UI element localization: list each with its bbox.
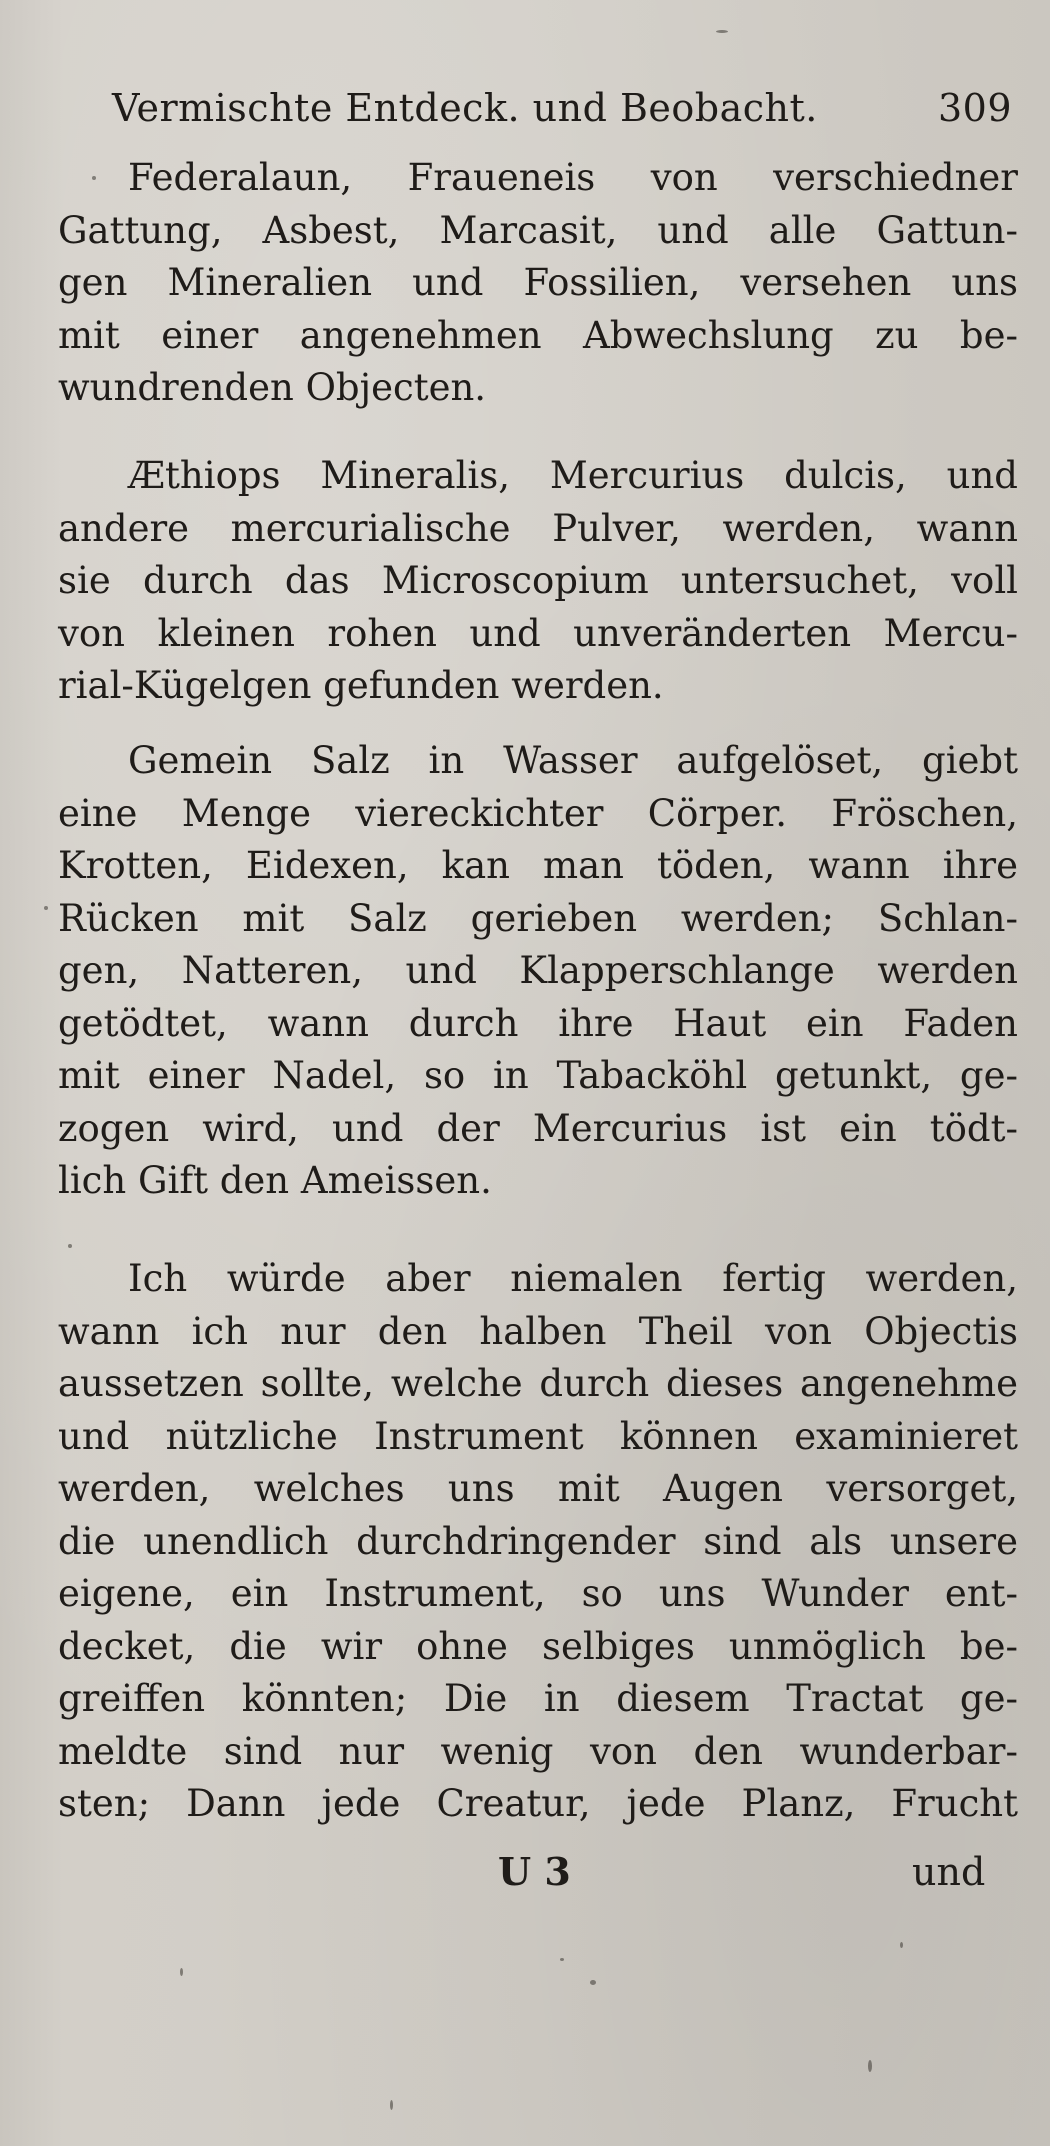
text-line: wann ich nur den halben Theil von Objectis xyxy=(58,1309,1018,1353)
text-line: greiffen könnten; Die in diesem Tractat ge- xyxy=(58,1677,1018,1720)
text-line: getödtet, wann durch ihre Haut ein Faden xyxy=(58,1001,1018,1045)
text-line: wundrenden Objecten. xyxy=(58,366,487,409)
text-line: decket, die wir ohne selbiges unmöglich be- xyxy=(58,1624,1018,1668)
text-line: Æthiops Mineralis, Mercurius dulcis, und xyxy=(128,454,1018,497)
text-line: eigene, ein Instrument, so uns Wunder ent- xyxy=(58,1572,1018,1615)
paper-speck xyxy=(868,2060,872,2072)
text-line: werden, welches uns mit Augen versorget, xyxy=(58,1467,1018,1510)
paper-speck xyxy=(68,1244,72,1248)
running-title: Vermischte Entdeck. und Beobacht. xyxy=(112,86,818,130)
text-line: rial-Kügelgen gefunden werden. xyxy=(58,664,664,707)
text-line: von kleinen rohen und unveränderten Mercu- xyxy=(58,611,1018,655)
paper-speck xyxy=(92,176,96,180)
signature-mark: U 3 xyxy=(498,1849,571,1894)
text-line: Ich würde aber niemalen fertig werden, xyxy=(128,1257,1018,1300)
text-line: gen, Natteren, und Klapperschlange werden xyxy=(58,949,1018,992)
paragraph-minerals xyxy=(58,152,1018,415)
paper-speck xyxy=(390,2100,393,2110)
text-line: meldte sind nur wenig von den wunderbar- xyxy=(58,1729,1018,1773)
page-number: 309 xyxy=(937,86,1012,130)
text-line: mit einer angenehmen Abwechslung zu be- xyxy=(58,313,1018,357)
paper-speck xyxy=(180,1968,183,1976)
text-line: mit einer Nadel, so in Tabacköhl getunkt, ge- xyxy=(58,1054,1018,1097)
catchword: und xyxy=(912,1850,986,1894)
text-line: lich Gift den Ameissen. xyxy=(58,1159,492,1202)
paragraph-instrument xyxy=(58,1253,1018,1831)
text-line: gen Mineralien und Fossilien, versehen uns xyxy=(58,261,1018,304)
text-line: Krotten, Eidexen, kan man töden, wann ihre xyxy=(58,844,1018,887)
text-line: andere mercurialische Pulver, werden, wann xyxy=(58,506,1018,550)
text-line: sten; Dann jede Creatur, jede Planz, Frucht xyxy=(58,1782,1018,1825)
text-line: Federalaun, Fraueneis von verschiedner xyxy=(128,156,1018,199)
text-line: sie durch das Microscopium untersuchet, voll xyxy=(58,559,1018,602)
text-line: eine Menge viereckichter Cörper. Fröschen, xyxy=(58,791,1018,835)
text-line: Rücken mit Salz gerieben werden; Schlan- xyxy=(58,896,1018,940)
text-line: zogen wird, und der Mercurius ist ein tödt- xyxy=(58,1106,1018,1150)
paragraph-salt xyxy=(58,735,1018,1208)
paper-speck xyxy=(560,1958,564,1961)
paper-speck xyxy=(716,30,728,33)
paragraph-mercurial-powders xyxy=(58,450,1018,713)
paper-speck xyxy=(590,1980,596,1985)
text-line: Gemein Salz in Wasser aufgelöset, giebt xyxy=(128,739,1018,782)
text-line: Gattung, Asbest, Marcasit, und alle Gattun- xyxy=(58,208,1018,252)
text-line: und nützliche Instrument können examinieret xyxy=(58,1414,1018,1458)
page-header xyxy=(112,78,1012,138)
paper-speck xyxy=(900,1942,903,1948)
paper-speck xyxy=(44,906,48,910)
text-line: die unendlich durchdringender sind als unsere xyxy=(58,1519,1018,1563)
text-line: aussetzen sollte, welche durch dieses angenehme xyxy=(58,1362,1018,1405)
